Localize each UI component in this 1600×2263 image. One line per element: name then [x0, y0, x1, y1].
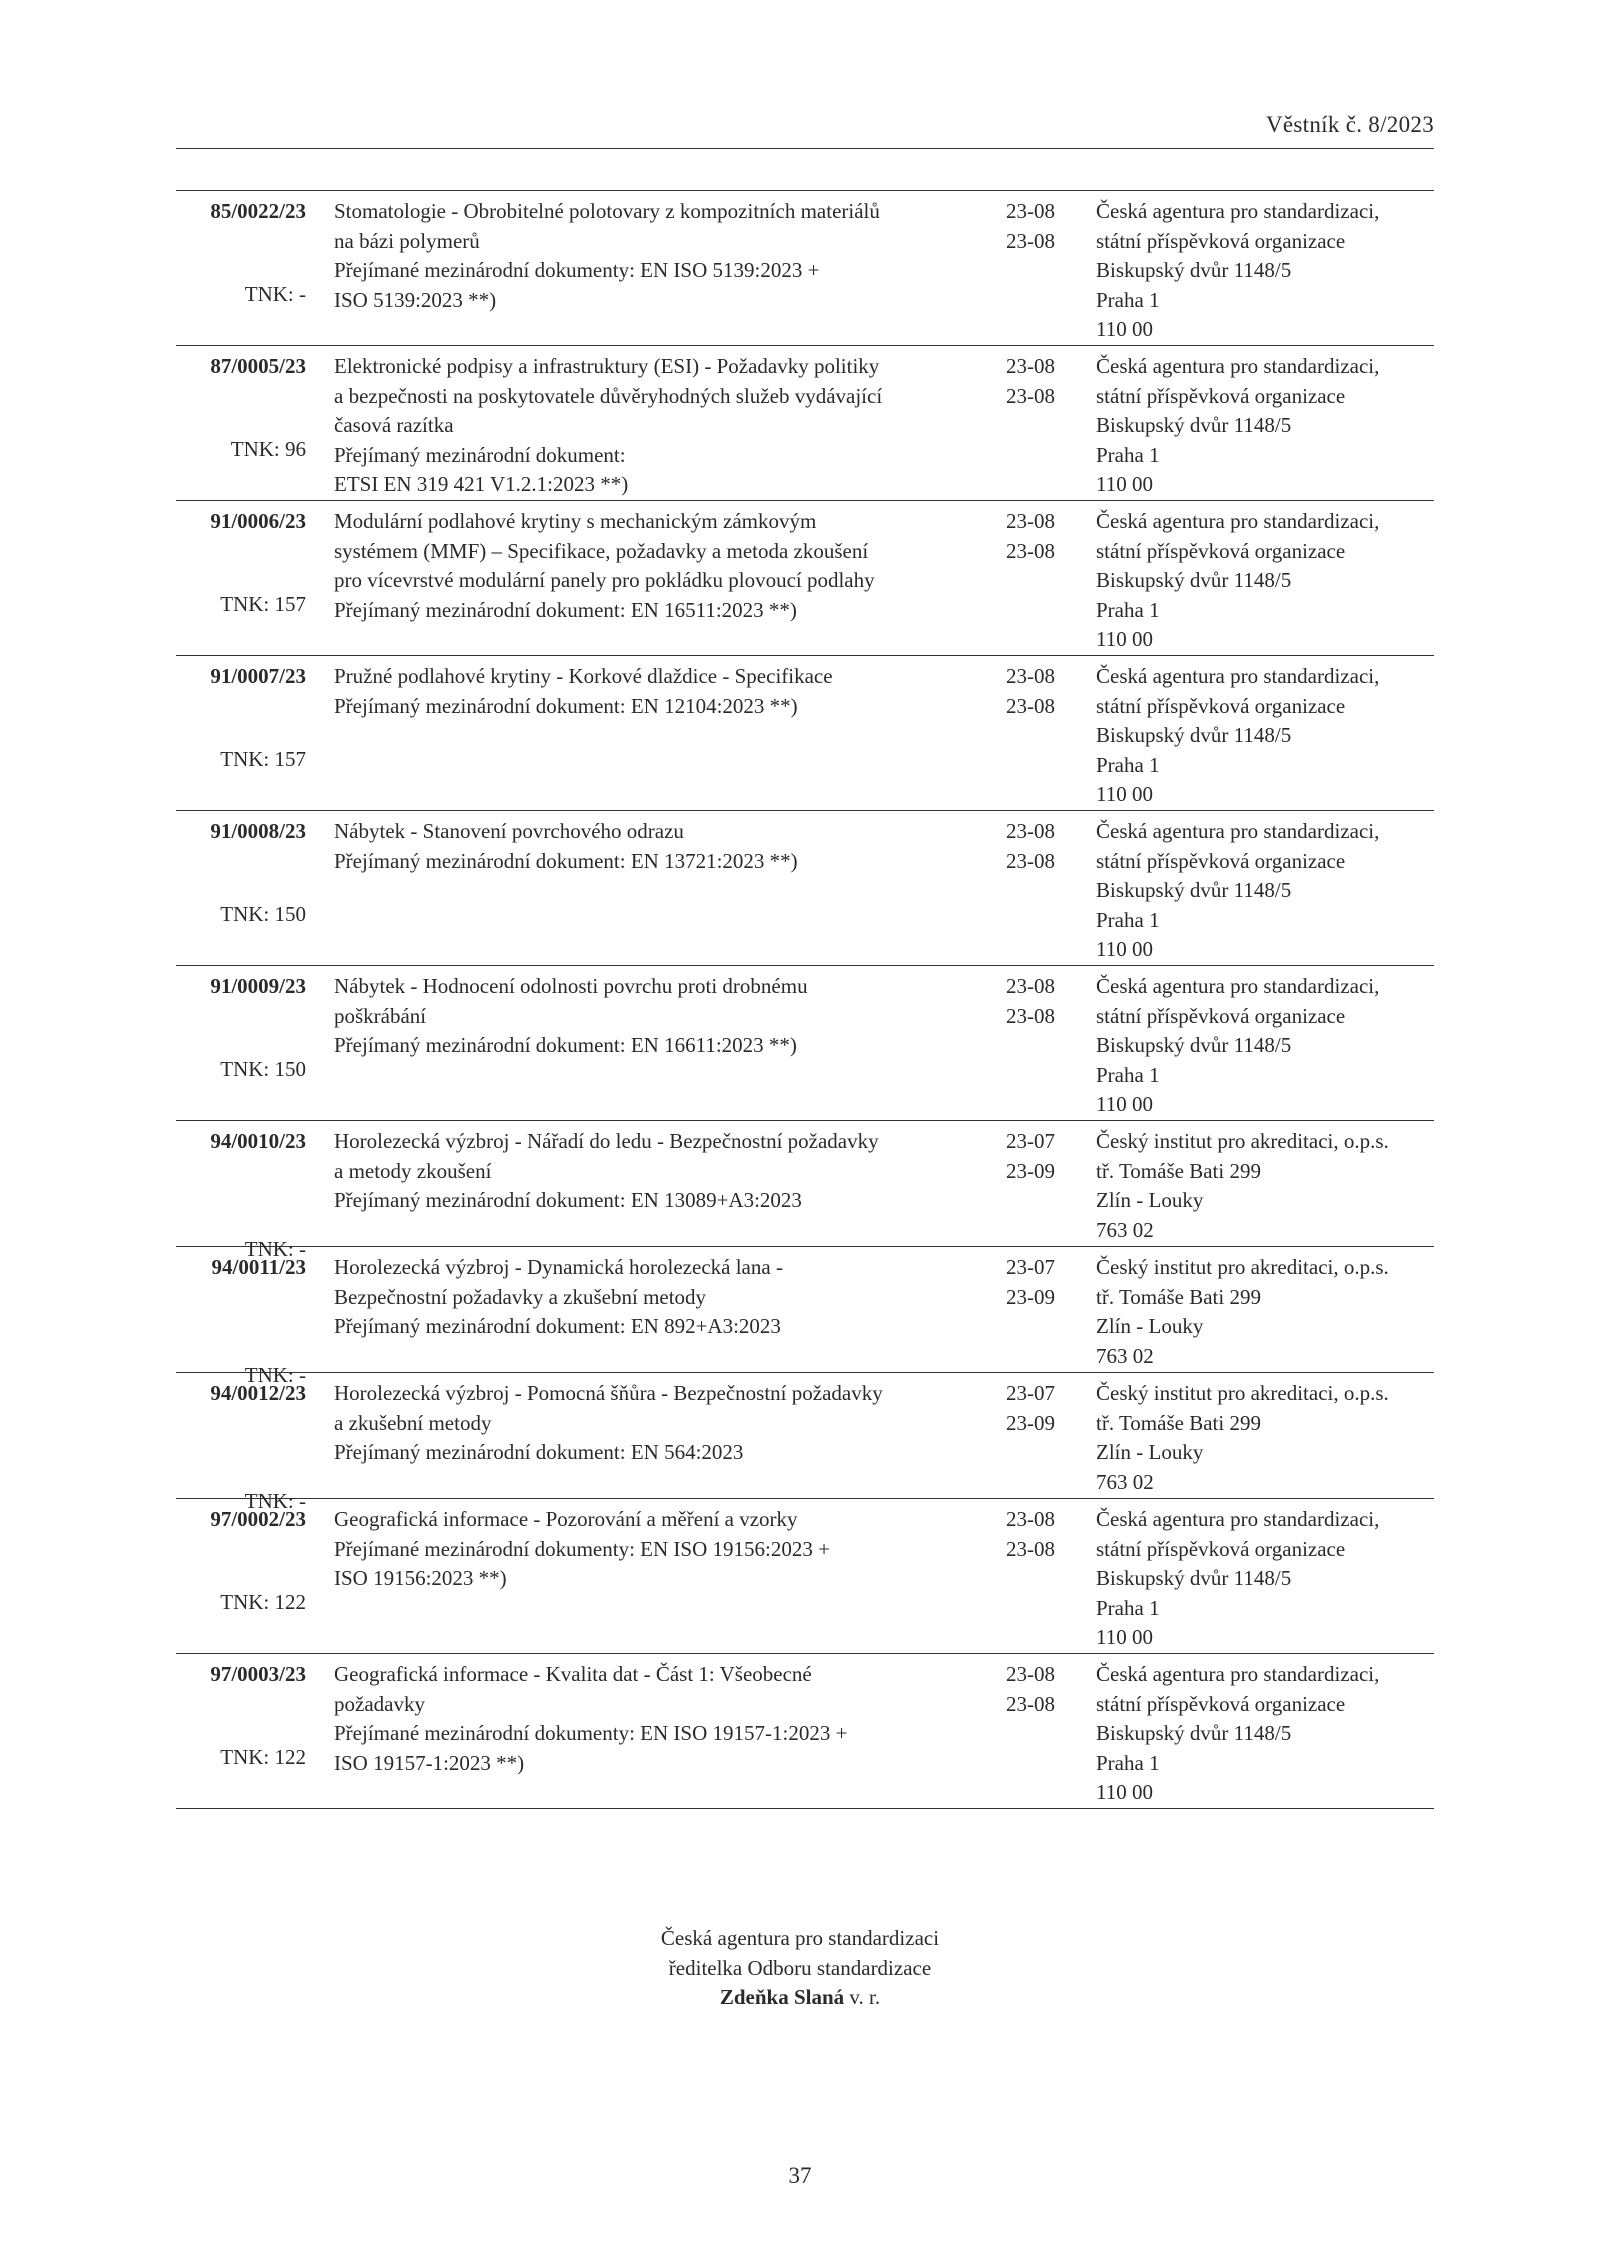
entry-number: 94/0012/23 [210, 1381, 306, 1405]
entry-id-column [176, 1127, 306, 1261]
entry-title-line: Geografická informace - Kvalita dat - Část 1: Všeobecné [334, 1662, 812, 1686]
entry-title-line: ETSI EN 319 421 V1.2.1:2023 **) [334, 472, 629, 496]
entry-org-line: Biskupský dvůr 1148/5 [1096, 1566, 1292, 1590]
bulletin-title: Věstník č. 8/2023 [1266, 112, 1434, 137]
entry-tnk: TNK: 150 [220, 902, 306, 926]
entry-date: 23-08 [1006, 1691, 1055, 1716]
entry-date: 23-08 [1006, 848, 1055, 873]
entry-dates [1006, 1379, 1066, 1438]
list-item [176, 1121, 1434, 1261]
entry-title-line: a zkušební metody [334, 1410, 492, 1435]
entry-title-line: systémem (MMF) – Specifikace, požadavky a metoda zkoušení [334, 538, 869, 563]
entry-date: 23-08 [1006, 1507, 1055, 1531]
entry-organization [1096, 352, 1434, 500]
list-item [176, 1654, 1434, 1809]
entry-organization [1096, 507, 1434, 655]
entry-org-line: 110 00 [1096, 782, 1153, 806]
entry-organization [1096, 1127, 1434, 1245]
entry-title-line: Horolezecká výzbroj - Dynamická horolezecká lana - [334, 1255, 783, 1279]
entry-date: 23-07 [1006, 1381, 1055, 1405]
list-item [176, 191, 1434, 346]
entry-date: 23-08 [1006, 1662, 1055, 1686]
entry-tnk: TNK: 122 [220, 1590, 306, 1614]
entry-org-line: Biskupský dvůr 1148/5 [1096, 568, 1292, 592]
entry-id-column [176, 662, 306, 771]
entry-title-line: Pružné podlahové krytiny - Korkové dlaždice - Specifikace [334, 664, 833, 688]
entry-title [334, 817, 839, 876]
entry-organization [1096, 972, 1434, 1120]
entry-title [334, 1379, 883, 1468]
entry-number: 94/0011/23 [211, 1255, 306, 1279]
entry-id-column [176, 352, 306, 461]
entry-dates [1006, 662, 1066, 721]
entry-tnk: TNK: - [244, 282, 306, 306]
list-item [176, 656, 1434, 811]
entry-dates [1006, 1505, 1066, 1564]
signature-org: Česká agentura pro standardizaci [660, 1926, 940, 1950]
entry-org-line: státní příspěvková organizace [1096, 383, 1346, 408]
list-item [176, 346, 1434, 501]
entry-id-column [176, 817, 306, 926]
list-item [176, 811, 1434, 966]
entry-org-line: Praha 1 [1096, 287, 1160, 312]
signature-role: ředitelka Odboru standardizace [668, 1955, 932, 1980]
entry-date: 23-08 [1006, 383, 1055, 408]
entry-org-line: Česká agentura pro standardizaci, [1096, 664, 1380, 688]
entry-org-line: Česká agentura pro standardizaci, [1096, 354, 1380, 378]
entry-date: 23-08 [1006, 974, 1055, 998]
signature-block [0, 1924, 1600, 2013]
entry-org-line: státní příspěvková organizace [1096, 693, 1346, 718]
entry-title-line: Geografická informace - Pozorování a měření a vzorky [334, 1507, 798, 1531]
entry-org-line: 110 00 [1096, 1625, 1153, 1649]
entry-title-line: Přejímaný mezinárodní dokument: EN 13721:2023 **) [334, 848, 798, 873]
entry-org-line: Praha 1 [1096, 1062, 1160, 1087]
entry-title-line: Přejímané mezinárodní dokumenty: EN ISO 19156:2023 + [334, 1536, 830, 1561]
entry-title-line: Přejímané mezinárodní dokumenty: EN ISO 19157-1:2023 + [334, 1721, 848, 1745]
entry-org-line: 110 00 [1096, 627, 1153, 651]
entry-title-line: ISO 5139:2023 **) [334, 287, 497, 312]
entry-id-column [176, 197, 306, 306]
entry-title-line: Bezpečnostní požadavky a zkušební metody [334, 1284, 707, 1309]
entry-org-line: Český institut pro akreditaci, o.p.s. [1096, 1129, 1389, 1153]
page-header [176, 112, 1434, 149]
entry-title [334, 197, 880, 315]
entry-org-line: Biskupský dvůr 1148/5 [1096, 1033, 1292, 1057]
entry-org-line: Česká agentura pro standardizaci, [1096, 1507, 1380, 1531]
entry-tnk: TNK: - [244, 1237, 306, 1261]
entry-organization [1096, 1505, 1434, 1653]
entry-org-line: 110 00 [1096, 937, 1153, 961]
entry-title-line: Horolezecká výzbroj - Pomocná šňůra - Bezpečnostní požadavky [334, 1381, 883, 1405]
entry-title-line: ISO 19156:2023 **) [334, 1566, 507, 1590]
entry-title-line: a bezpečnosti na poskytovatele důvěryhodných služeb vydávající [334, 383, 883, 408]
entry-date: 23-07 [1006, 1255, 1055, 1279]
entry-organization [1096, 197, 1434, 345]
entry-organization [1096, 817, 1434, 965]
entry-title-line: Přejímaný mezinárodní dokument: EN 892+A3:2023 [334, 1314, 781, 1338]
standards-list [176, 190, 1434, 1809]
entry-org-line: Praha 1 [1096, 442, 1160, 467]
entry-org-line: státní příspěvková organizace [1096, 228, 1346, 253]
entry-tnk: TNK: 150 [220, 1057, 306, 1081]
entry-title [334, 352, 883, 500]
entry-number: 91/0009/23 [210, 974, 306, 998]
entry-org-line: Český institut pro akreditaci, o.p.s. [1096, 1255, 1389, 1279]
entry-date: 23-07 [1006, 1129, 1055, 1153]
entry-tnk: TNK: 157 [220, 747, 306, 771]
entry-org-line: Česká agentura pro standardizaci, [1096, 974, 1380, 998]
entry-title-line: požadavky [334, 1691, 425, 1716]
entry-number: 87/0005/23 [210, 354, 306, 378]
entry-org-line: tř. Tomáše Bati 299 [1096, 1284, 1261, 1309]
entry-org-line: Biskupský dvůr 1148/5 [1096, 723, 1292, 747]
entry-org-line: Zlín - Louky [1096, 1440, 1204, 1464]
list-item [176, 1499, 1434, 1654]
entry-org-line: Biskupský dvůr 1148/5 [1096, 413, 1292, 437]
entry-org-line: 110 00 [1096, 317, 1153, 341]
entry-title-line: poškrábání [334, 1003, 427, 1028]
entry-dates [1006, 507, 1066, 566]
entry-title [334, 1253, 839, 1342]
entry-title-line: Přejímaný mezinárodní dokument: EN 12104:2023 **) [334, 693, 798, 718]
entry-number: 97/0002/23 [210, 1507, 306, 1531]
list-item [176, 501, 1434, 656]
entry-org-line: Česká agentura pro standardizaci, [1096, 819, 1380, 843]
entry-org-line: Praha 1 [1096, 1595, 1160, 1620]
signatory-name: Zdeňka Slaná [719, 1985, 845, 2009]
entry-dates [1006, 1253, 1066, 1312]
entry-date: 23-09 [1006, 1158, 1055, 1183]
entry-org-line: státní příspěvková organizace [1096, 1003, 1346, 1028]
entry-dates [1006, 817, 1066, 876]
entry-number: 91/0006/23 [210, 509, 306, 533]
entry-number: 91/0008/23 [210, 819, 306, 843]
entry-title-line: na bázi polymerů [334, 228, 480, 253]
entry-date: 23-09 [1006, 1410, 1055, 1435]
entry-date: 23-08 [1006, 1536, 1055, 1561]
entry-title-line: Modulární podlahové krytiny s mechanickým zámkovým [334, 509, 817, 533]
entry-id-column [176, 1379, 306, 1513]
signature-suffix: v. r. [844, 1985, 881, 2009]
entry-title-line: Přejímané mezinárodní dokumenty: EN ISO 5139:2023 + [334, 258, 820, 282]
signature-line [0, 1983, 1600, 2013]
entry-date: 23-08 [1006, 354, 1055, 378]
entry-tnk: TNK: 157 [220, 592, 306, 616]
entry-org-line: 763 02 [1096, 1343, 1154, 1368]
entry-org-line: Zlín - Louky [1096, 1188, 1204, 1212]
entry-title-line: Přejímaný mezinárodní dokument: EN 564:2023 [334, 1440, 744, 1464]
entry-title [334, 507, 875, 625]
entry-org-line: státní příspěvková organizace [1096, 1536, 1346, 1561]
entry-org-line: Biskupský dvůr 1148/5 [1096, 878, 1292, 902]
entry-tnk: TNK: - [244, 1489, 306, 1513]
entry-date: 23-08 [1006, 693, 1055, 718]
entry-org-line: Biskupský dvůr 1148/5 [1096, 1721, 1292, 1745]
entry-org-line: 763 02 [1096, 1469, 1154, 1494]
entry-dates [1006, 197, 1066, 256]
entry-org-line: státní příspěvková organizace [1096, 538, 1346, 563]
entry-date: 23-08 [1006, 1003, 1055, 1028]
entry-title-line: Přejímaný mezinárodní dokument: [334, 442, 626, 467]
list-item [176, 1373, 1434, 1513]
entry-org-line: Zlín - Louky [1096, 1314, 1204, 1338]
entry-dates [1006, 972, 1066, 1031]
entry-org-line: Česká agentura pro standardizaci, [1096, 199, 1380, 223]
entry-date: 23-08 [1006, 228, 1055, 253]
entry-title [334, 1505, 839, 1594]
entry-tnk: TNK: 96 [230, 437, 306, 461]
entry-organization [1096, 662, 1434, 810]
list-item [176, 1247, 1434, 1387]
entry-organization [1096, 1379, 1434, 1497]
entry-title [334, 972, 839, 1061]
entry-org-line: Praha 1 [1096, 1750, 1160, 1775]
entry-title-line: Horolezecká výzbroj - Nářadí do ledu - Bezpečnostní požadavky [334, 1129, 879, 1153]
entry-id-column [176, 507, 306, 616]
entry-title-line: ISO 19157-1:2023 **) [334, 1750, 525, 1775]
entry-title [334, 662, 839, 721]
entry-title-line: Přejímaný mezinárodní dokument: EN 16611:2023 **) [334, 1033, 797, 1057]
entry-org-line: státní příspěvková organizace [1096, 1691, 1346, 1716]
entry-date: 23-08 [1006, 199, 1055, 223]
entry-title-line: časová razítka [334, 413, 454, 437]
entry-org-line: Praha 1 [1096, 907, 1160, 932]
entry-title-line: Nábytek - Hodnocení odolnosti povrchu proti drobnému [334, 974, 808, 998]
page-number: 37 [788, 2163, 812, 2188]
entry-title [334, 1660, 848, 1778]
entry-org-line: 763 02 [1096, 1217, 1154, 1242]
entry-dates [1006, 352, 1066, 411]
entry-title-line: a metody zkoušení [334, 1158, 492, 1183]
entry-title-line: Elektronické podpisy a infrastruktury (ESI) - Požadavky politiky [334, 354, 880, 378]
entry-organization [1096, 1253, 1434, 1371]
entry-org-line: Biskupský dvůr 1148/5 [1096, 258, 1292, 282]
entry-id-column [176, 1660, 306, 1769]
entry-tnk: TNK: 122 [220, 1745, 306, 1769]
entry-date: 23-08 [1006, 509, 1055, 533]
entry-org-line: Praha 1 [1096, 752, 1160, 777]
entry-org-line: 110 00 [1096, 472, 1153, 496]
entry-org-line: Český institut pro akreditaci, o.p.s. [1096, 1381, 1389, 1405]
entry-number: 97/0003/23 [210, 1662, 306, 1686]
entry-title-line: Přejímaný mezinárodní dokument: EN 13089+A3:2023 [334, 1188, 802, 1212]
entry-dates [1006, 1127, 1066, 1186]
list-item [176, 966, 1434, 1121]
entry-org-line: 110 00 [1096, 1780, 1153, 1804]
entry-title [334, 1127, 879, 1216]
entry-organization [1096, 1660, 1434, 1808]
entry-number: 94/0010/23 [210, 1129, 306, 1153]
entry-org-line: 110 00 [1096, 1092, 1153, 1116]
entry-number: 91/0007/23 [210, 664, 306, 688]
entry-org-line: Česká agentura pro standardizaci, [1096, 509, 1380, 533]
entry-org-line: státní příspěvková organizace [1096, 848, 1346, 873]
entry-title-line: Stomatologie - Obrobitelné polotovary z kompozitních materiálů [334, 199, 880, 223]
entry-title-line: Přejímaný mezinárodní dokument: EN 16511:2023 **) [334, 597, 797, 622]
entry-number: 85/0022/23 [210, 199, 306, 223]
entry-date: 23-08 [1006, 819, 1055, 843]
entry-dates [1006, 1660, 1066, 1719]
entry-org-line: Praha 1 [1096, 597, 1160, 622]
entry-date: 23-08 [1006, 538, 1055, 563]
entry-org-line: Česká agentura pro standardizaci, [1096, 1662, 1380, 1686]
entry-date: 23-09 [1006, 1284, 1055, 1309]
entry-date: 23-08 [1006, 664, 1055, 688]
entry-org-line: tř. Tomáše Bati 299 [1096, 1410, 1261, 1435]
entry-id-column [176, 1505, 306, 1614]
entry-id-column [176, 972, 306, 1081]
entry-title-line: Nábytek - Stanovení povrchového odrazu [334, 819, 684, 843]
entry-tnk: TNK: - [244, 1363, 306, 1387]
entry-title-line: pro vícevrstvé modulární panely pro pokládku plovoucí podlahy [334, 568, 875, 592]
entry-id-column [176, 1253, 306, 1387]
entry-org-line: tř. Tomáše Bati 299 [1096, 1158, 1261, 1183]
